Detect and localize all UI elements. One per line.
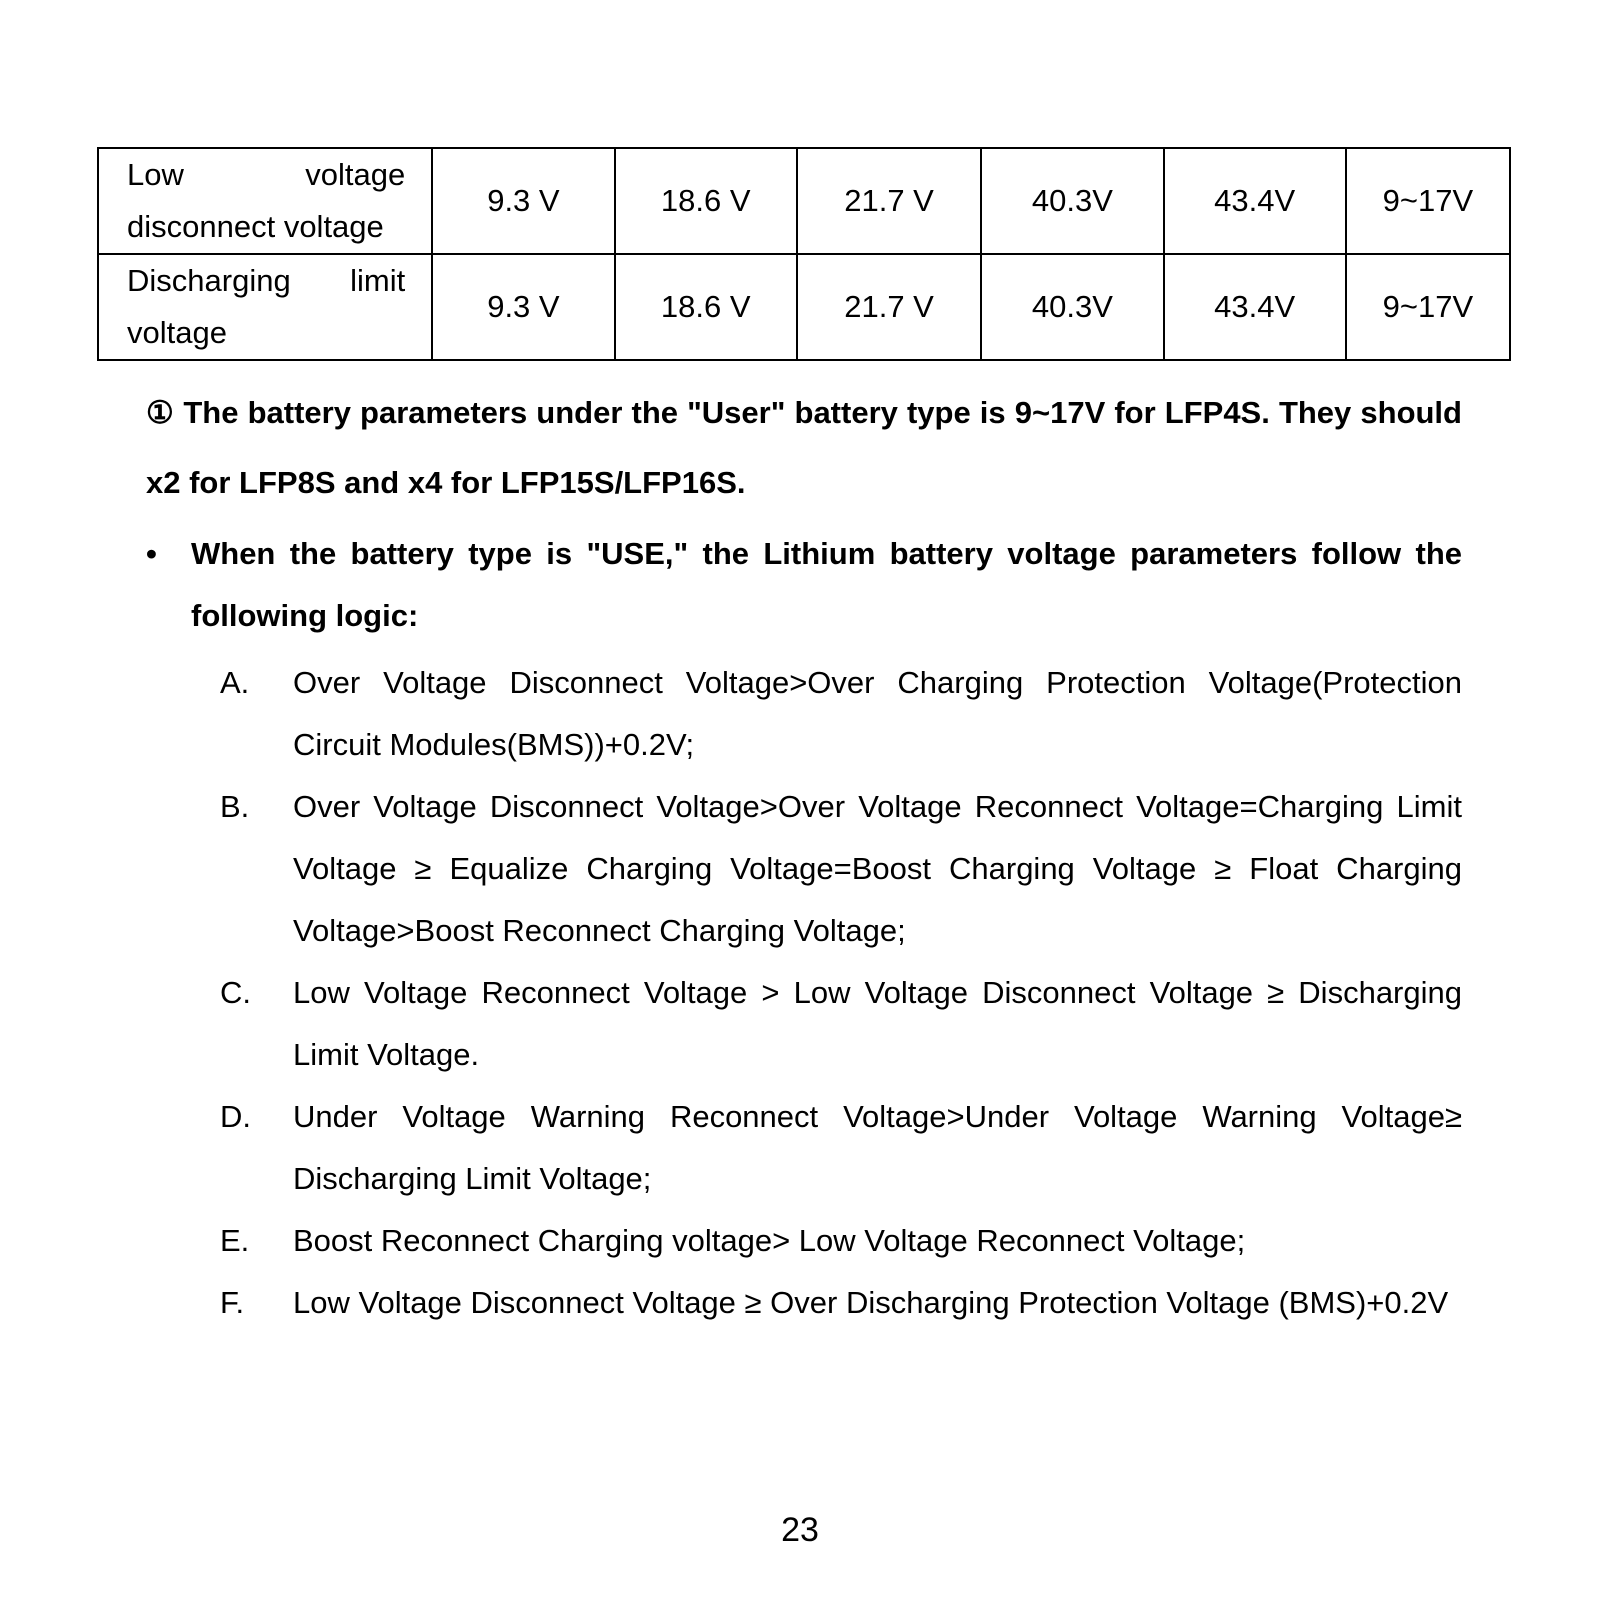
table-cell: 18.6 V (615, 254, 797, 360)
list-item (220, 1272, 1462, 1334)
list-item-letter: B. (220, 789, 250, 824)
table-cell: 9~17V (1346, 254, 1510, 360)
page-number: 23 (781, 1511, 819, 1549)
list-item-text: Boost Reconnect Charging voltage> Low Voltage Reconnect Voltage; (293, 1223, 1246, 1258)
list-item-letter: D. (220, 1099, 251, 1134)
list-item (220, 652, 1462, 776)
list-item (220, 962, 1462, 1086)
row-label (98, 254, 432, 360)
bullet-text: When the battery type is "USE," the Lithium battery voltage parameters follow the following logic: (191, 536, 1462, 633)
list-item-letter: C. (220, 975, 251, 1010)
list-item-text: Over Voltage Disconnect Voltage>Over Voltage Reconnect Voltage=Charging Limit Voltage ≥ Equalize Charging Voltage=Boost Charging Voltage ≥ Float Charging Voltage>Boost Reconnect Charging Voltage; (293, 789, 1462, 948)
row-label-line: Low voltage (127, 157, 406, 192)
table-cell: 43.4V (1164, 254, 1346, 360)
row-label-line: Discharging limit (127, 263, 406, 298)
table-cell: 9.3 V (432, 254, 614, 360)
table-cell: 21.7 V (797, 148, 981, 254)
table-cell: 40.3V (981, 148, 1163, 254)
footnote-user-battery: ① The battery parameters under the "User" battery type is 9~17V for LFP4S. They should x2 for LFP8S and x4 for LFP15S/LFP16S. (146, 395, 1462, 500)
row-label-line: voltage (127, 315, 227, 350)
row-label (98, 148, 432, 254)
row-label-line: disconnect voltage (127, 209, 384, 244)
list-item-letter: E. (220, 1223, 250, 1258)
list-item-text: Over Voltage Disconnect Voltage>Over Charging Protection Voltage(Protection Circuit Modules(BMS))+0.2V; (293, 665, 1462, 762)
table-cell: 43.4V (1164, 148, 1346, 254)
table-row-low-voltage-disconnect (98, 148, 1510, 254)
bullet-paragraph (146, 523, 1462, 647)
list-item-letter: A. (220, 665, 250, 700)
list-item-letter: F. (220, 1285, 245, 1320)
list-item (220, 1086, 1462, 1210)
list-item-text: Low Voltage Reconnect Voltage > Low Voltage Disconnect Voltage ≥ Discharging Limit Voltage. (293, 975, 1462, 1072)
table-cell: 21.7 V (797, 254, 981, 360)
list-item (220, 776, 1462, 962)
list-item (220, 1210, 1462, 1272)
bullet-icon: • (146, 536, 157, 571)
list-item-text: Low Voltage Disconnect Voltage ≥ Over Discharging Protection Voltage (BMS)+0.2V (293, 1285, 1449, 1320)
voltage-parameters-table (97, 147, 1511, 361)
table-cell: 9.3 V (432, 148, 614, 254)
table-cell: 18.6 V (615, 148, 797, 254)
table-cell: 40.3V (981, 254, 1163, 360)
logic-list (220, 652, 1462, 1334)
list-item-text: Under Voltage Warning Reconnect Voltage>Under Voltage Warning Voltage≥ Discharging Limit Voltage; (293, 1099, 1462, 1196)
table-cell: 9~17V (1346, 148, 1510, 254)
table-row-discharging-limit (98, 254, 1510, 360)
